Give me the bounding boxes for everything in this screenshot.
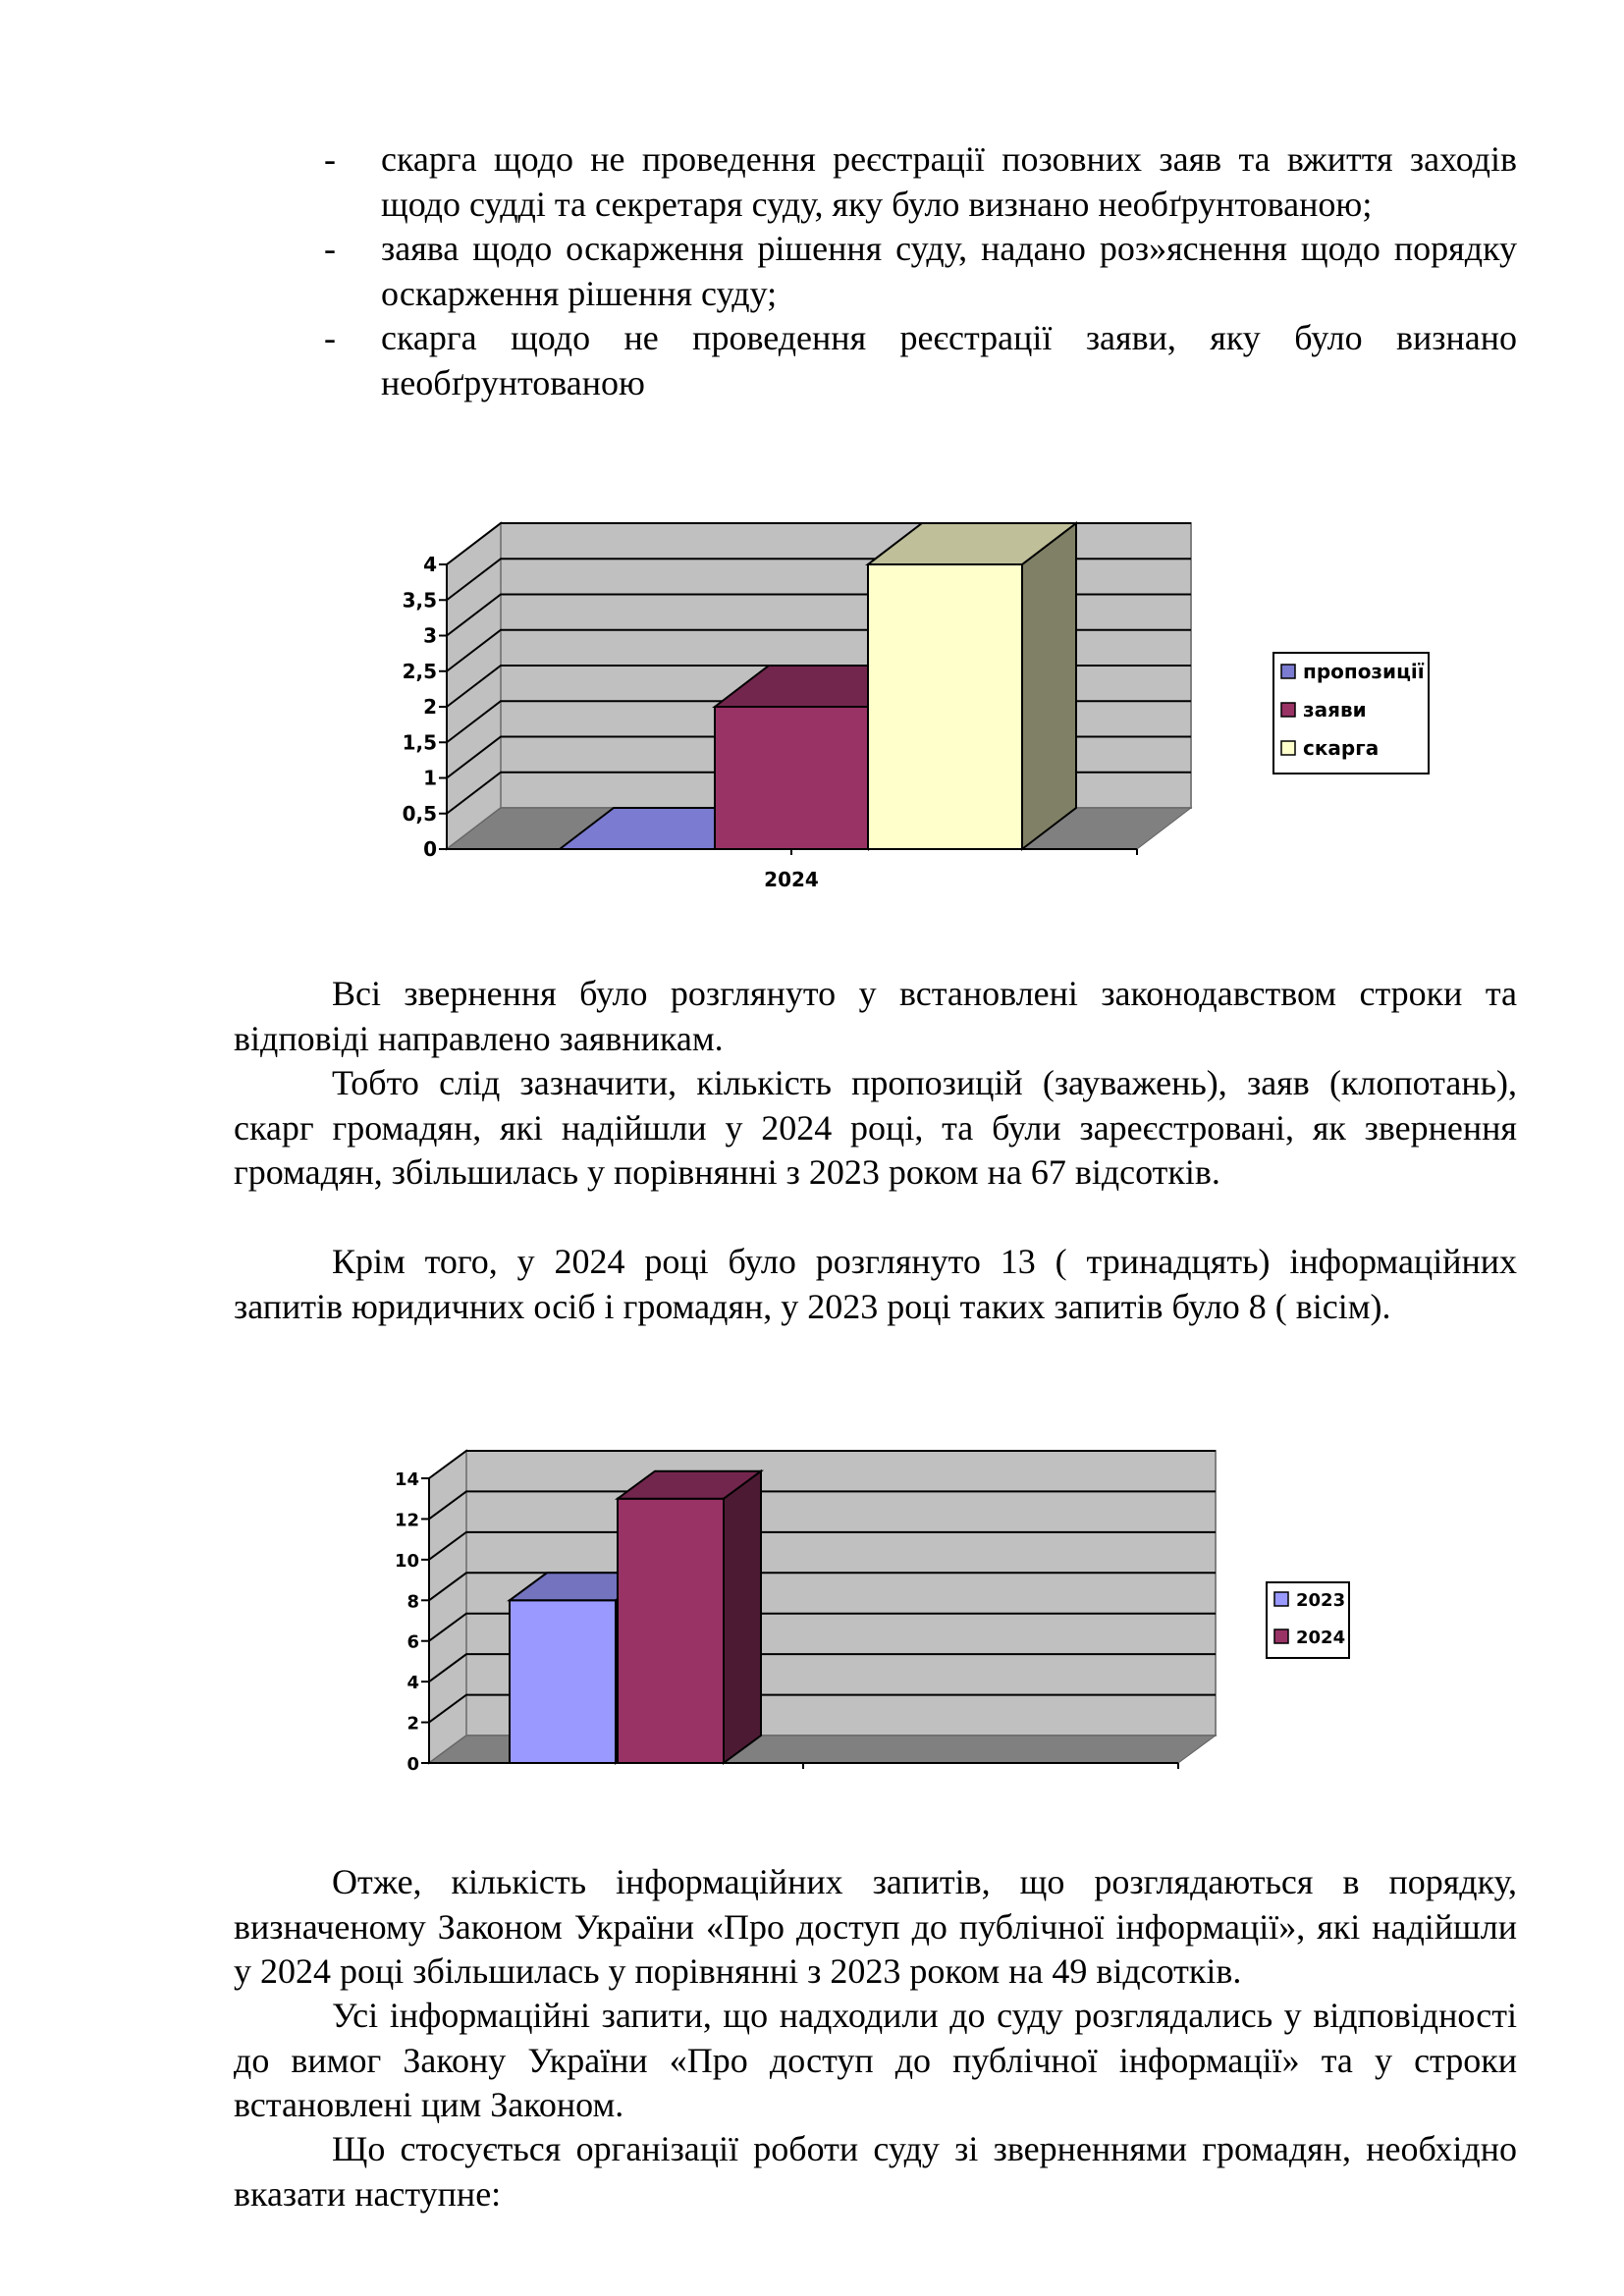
y-tick-label: 14 — [394, 1469, 419, 1490]
legend-swatch — [1274, 1629, 1288, 1643]
legend-swatch — [1274, 1592, 1288, 1606]
y-tick-label: 0 — [406, 1754, 419, 1775]
bar-side-2024 — [724, 1471, 761, 1763]
y-tick-label: 1 — [423, 766, 437, 790]
y-tick-label: 2 — [406, 1713, 419, 1735]
x-category-label: 2024 — [764, 868, 819, 891]
y-tick-label: 0,5 — [402, 801, 437, 826]
y-tick-label: 2 — [423, 695, 437, 719]
paragraph-4: Отже, кількість інформаційних запитів, що розглядаються в порядку, визначеному Законом України «Про доступ до публічної інформації», які надійшли у 2024 році збільшилась у порівнянні з 2023 роком на 49 відсотків. — [234, 1862, 1517, 1991]
y-tick-label: 3,5 — [402, 588, 437, 613]
bar-2023 — [510, 1600, 616, 1763]
paragraph-1: Всі звернення було розглянуто у встановлені законодавством строки та відповіді направлено заявникам. — [234, 974, 1517, 1058]
paragraph-3: Крім того, у 2024 році було розглянуто 13 ( тринадцять) інформаційних запитів юридичних осіб і громадян, у 2023 році таких запитів було 8 ( вісім). — [234, 1242, 1517, 1326]
chart-side-wall — [429, 1451, 466, 1763]
bullet-marker: - — [324, 139, 336, 179]
paragraph-6: Що стосується організації роботи суду зі зверненнями громадян, необхідно вказати наступне: — [234, 2129, 1517, 2214]
y-tick-label: 4 — [406, 1673, 419, 1694]
legend-label: 2024 — [1296, 1628, 1346, 1648]
y-tick-label: 0 — [423, 837, 437, 861]
y-tick-label: 3 — [423, 623, 437, 648]
bullet-marker: - — [324, 318, 336, 357]
y-tick-label: 8 — [406, 1591, 419, 1613]
legend-label: скарга — [1303, 736, 1380, 760]
y-tick-label: 6 — [406, 1631, 419, 1653]
legend-label: пропозиції — [1303, 660, 1425, 683]
bullet-text: скарга щодо не проведення реєстрації заяви, яку було визнано необґрунтованою — [381, 318, 1517, 402]
bullet-text: скарга щодо не проведення реєстрації позовних заяв та вжиття заходів щодо судді та секретаря суду, яку було визнано необґрунтованою; — [381, 139, 1517, 224]
bullet-marker: - — [324, 229, 336, 268]
y-tick-label: 1,5 — [402, 730, 437, 755]
y-tick-label: 2,5 — [402, 659, 437, 683]
y-tick-label: 10 — [394, 1550, 419, 1572]
paragraph-5: Усі інформаційні запити, що надходили до суду розглядались у відповідності до вимог Закону України «Про доступ до публічної інформації» та у строки встановлені цим Законом. — [234, 1996, 1517, 2124]
bar-2024 — [618, 1499, 724, 1763]
legend-label: 2023 — [1296, 1590, 1346, 1611]
y-tick-label: 4 — [423, 553, 437, 576]
y-tick-label: 12 — [394, 1510, 419, 1531]
paragraph-2: Тобто слід зазначити, кількість пропозицій (зауважень), заяв (клопотань), скарг громадян, які надійшли у 2024 році, та були зареєстровані, як звернення громадян, збільшилась у порівнянні з 2023 роком на 67 відсотків. — [234, 1063, 1517, 1192]
bullet-text: заява щодо оскарження рішення суду, надано роз»яснення щодо порядку оскарження рішення суду; — [381, 229, 1517, 313]
legend-label: заяви — [1303, 698, 1367, 721]
